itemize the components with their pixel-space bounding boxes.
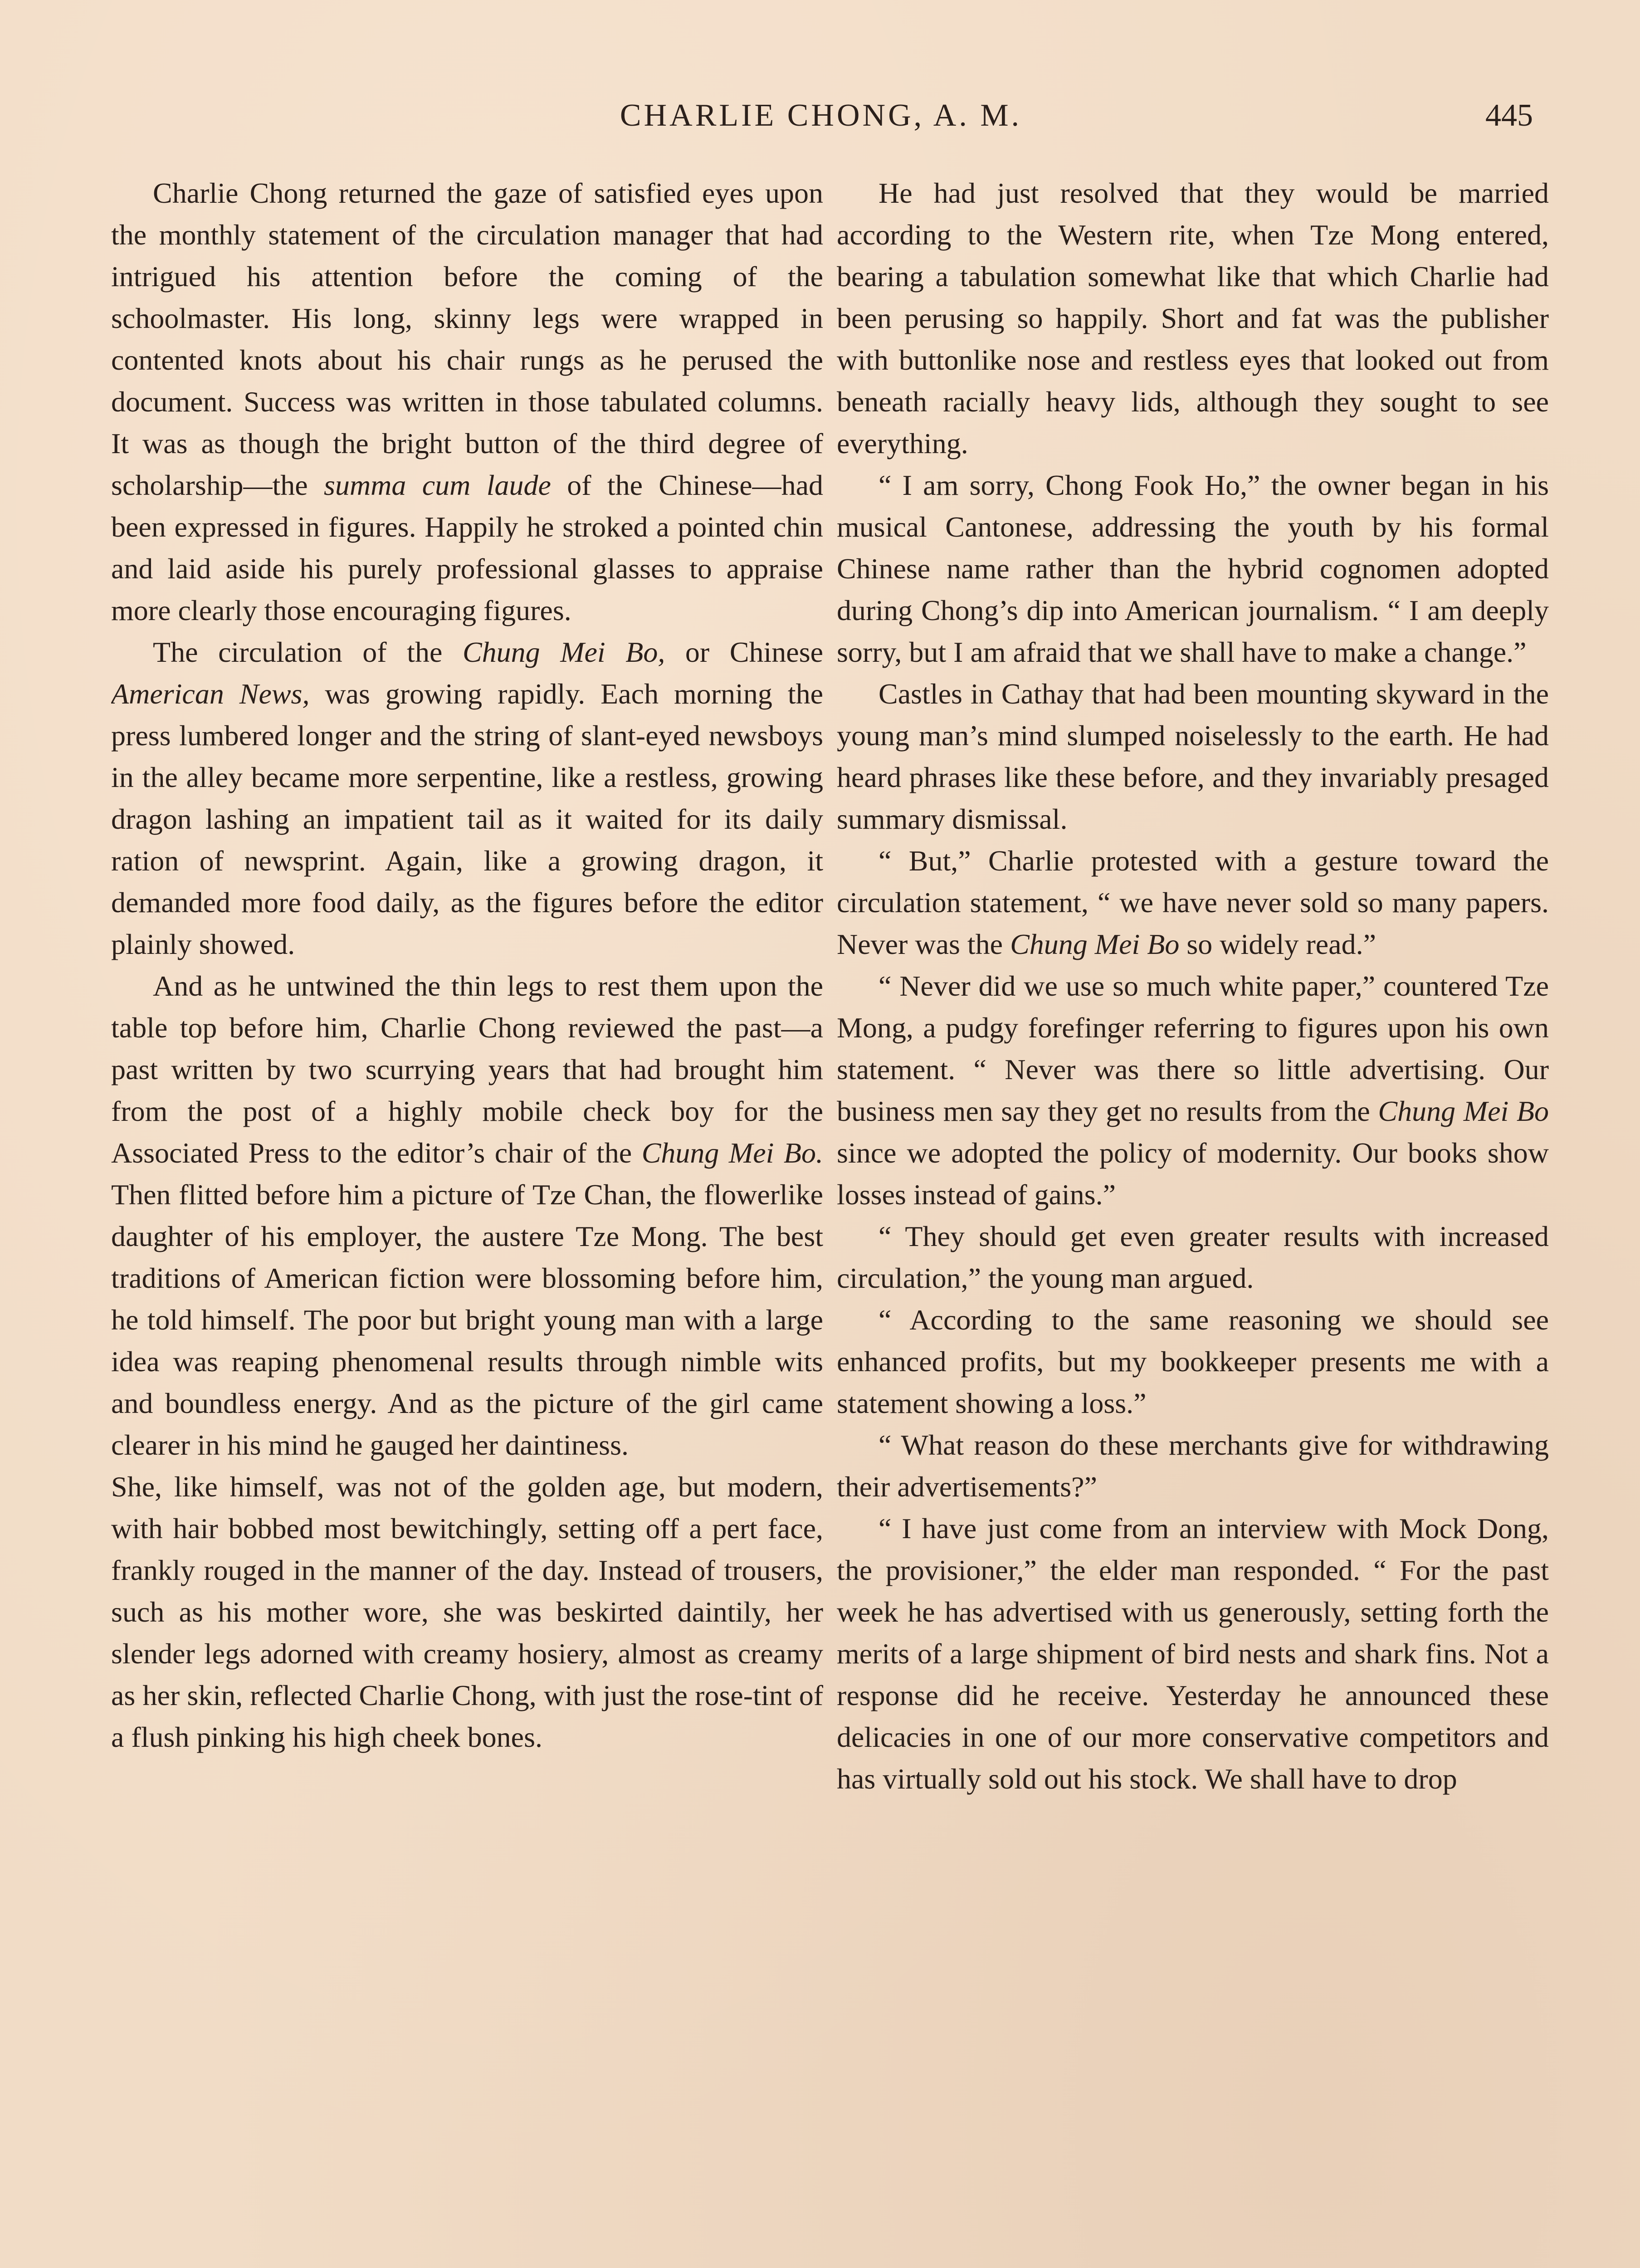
left-column: [111, 172, 823, 2268]
paragraph: “ I have just come from an interview with Mock Dong, the provisioner,” the elder man responded. “ For the past week he has advertised with us generously, setting forth the merits of a large shipment of bird nests and shark fins. Not a response did he receive. Yesterday he announced these delicacies in one of our more conservative competitors and has virtually sold out his stock. We shall have to drop: [837, 1512, 1549, 1795]
paragraph: “ What reason do these merchants give for withdrawing their advertisements?”: [837, 1429, 1549, 1503]
paragraph: “ But,” Charlie protested with a gesture toward the circulation statement, “ we have never sold so many papers. Never was the Chung Mei Bo so widely read.”: [837, 845, 1549, 960]
page-header: [109, 91, 1533, 141]
paragraph: Castles in Cathay that had been mounting skyward in the young man’s mind slumped noiselessly to the earth. He had heard phrases like these before, and they invariably presaged summary dismissal.: [837, 678, 1549, 835]
paragraph: Charlie Chong returned the gaze of satisfied eyes upon the monthly statement of the circulation manager that had intrigued his attention before the coming of the schoolmaster. His long, skinny legs were wrapped in contented knots about his chair rungs as he perused the document. Success was written in those tabulated columns. It was as though the bright button of the third degree of scholarship—the summa cum laude of the Chinese—had been expressed in figures. Happily he stroked a pointed chin and laid aside his purely professional glasses to appraise more clearly those encouraging figures.: [111, 177, 823, 626]
paragraph: And as he untwined the thin legs to rest them upon the table top before him, Charlie Chong reviewed the past—a past written by two scurrying years that had brought him from the post of a highly mobile check boy for the Associated Press to the editor’s chair of the Chung Mei Bo. Then flitted before him a picture of Tze Chan, the flowerlike daughter of his employer, the austere Tze Mong. The best traditions of American fiction were blossoming before him, he told himself. The poor but bright young man with a large idea was reaping phenomenal results through nimble wits and boundless energy. And as the picture of the girl came clearer in his mind he gauged her daintiness.: [111, 970, 823, 1461]
paragraph: The circulation of the Chung Mei Bo, or Chinese American News, was growing rapidly. Each morning the press lumbered longer and the string of slant-eyed newsboys in the alley became more serpentine, like a restless, growing dragon lashing an impatient tail as it waited for its daily ration of newsprint. Again, like a growing dragon, it demanded more food daily, as the figures before the editor plainly showed.: [111, 636, 823, 960]
paragraph: “ According to the same reasoning we should see enhanced profits, but my bookkeeper presents me with a statement showing a loss.”: [837, 1304, 1549, 1419]
right-column: [837, 172, 1549, 2268]
paragraph: “ They should get even greater results with increased circulation,” the young man argued.: [837, 1220, 1549, 1294]
paragraph: “ I am sorry, Chong Fook Ho,” the owner began in his musical Cantonese, addressing the youth by his formal Chinese name rather than the hybrid cognomen adopted during Chong’s dip into American journalism. “ I am deeply sorry, but I am afraid that we shall have to make a change.”: [837, 469, 1549, 668]
paragraph: She, like himself, was not of the golden age, but modern, with hair bobbed most bewitchingly, setting off a pert face, frankly rouged in the manner of the day. Instead of trousers, such as his mother wore, she was beskirted daintily, her slender legs adorned with creamy hosiery, almost as creamy as her skin, reflected Charlie Chong, with just the rose-tint of a flush pinking his high cheek bones.: [111, 1471, 823, 1753]
paragraph: He had just resolved that they would be married according to the Western rite, when Tze Mong entered, bearing a tabulation somewhat like that which Charlie had been perusing so happily. Short and fat was the publisher with buttonlike nose and restless eyes that looked out from beneath racially heavy lids, although they sought to see everything.: [837, 177, 1549, 459]
paragraph: “ Never did we use so much white paper,” countered Tze Mong, a pudgy forefinger referring to figures upon his own statement. “ Never was there so little advertising. Our business men say they get no results from the Chung Mei Bo since we adopted the policy of modernity. Our books show losses instead of gains.”: [837, 970, 1549, 1211]
running-title: CHARLIE CHONG, A. M.: [620, 98, 1022, 133]
page-number: 445: [1485, 98, 1533, 133]
